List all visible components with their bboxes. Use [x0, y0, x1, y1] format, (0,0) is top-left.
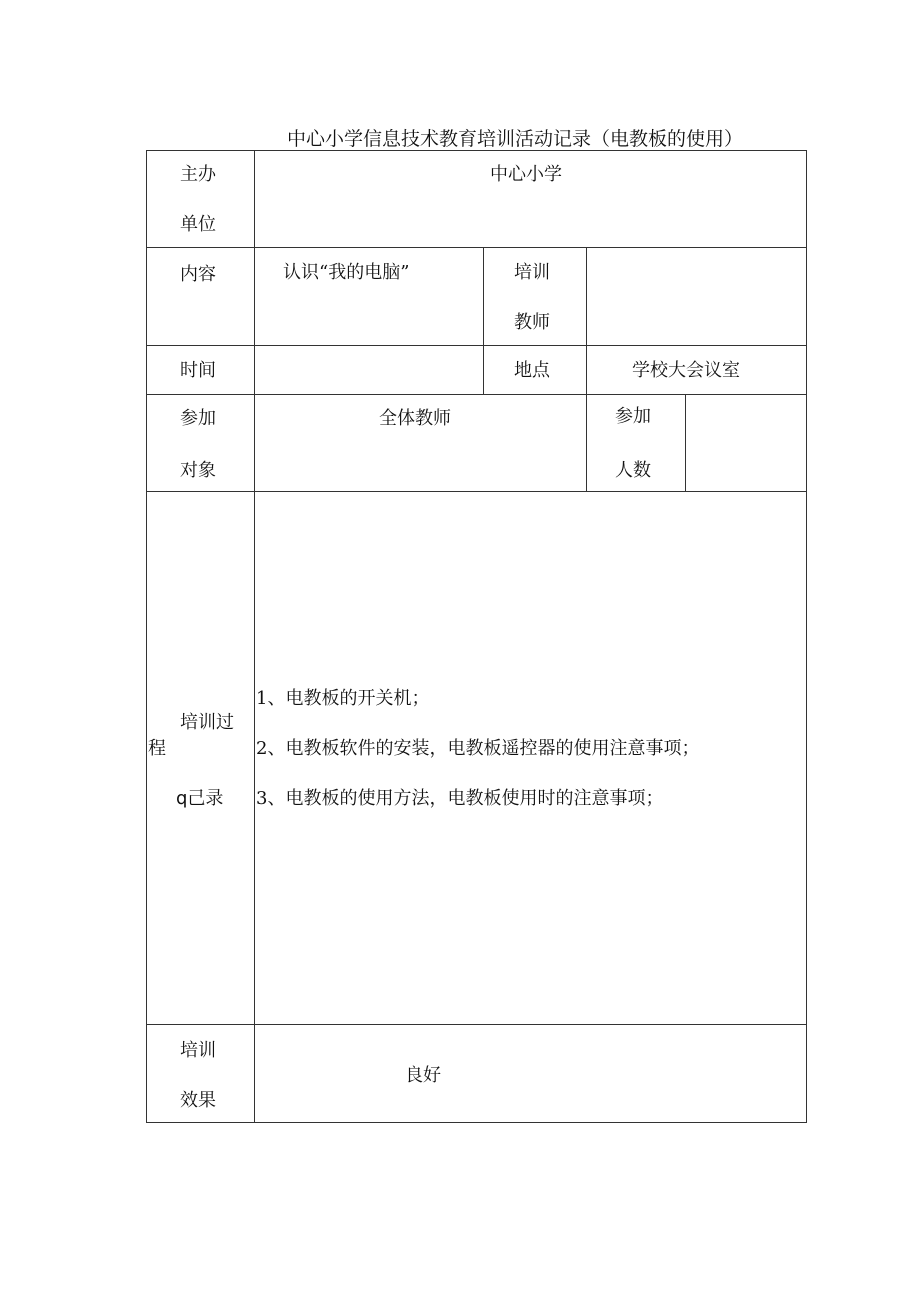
- column-divider: [483, 247, 484, 395]
- column-divider: [685, 394, 686, 492]
- trainer-label-line1: 培训: [514, 262, 550, 283]
- location-label: 地点: [514, 360, 550, 381]
- participants-value: 全体教师: [379, 408, 451, 429]
- process-label-line2: 程: [148, 738, 166, 759]
- trainer-label-line2: 教师: [514, 312, 550, 333]
- participants-label-line2: 对象: [180, 460, 216, 481]
- document-title: 中心小学信息技术教育培训活动记录（电教板的使用）: [287, 128, 744, 150]
- row-divider: [146, 247, 806, 248]
- table-border-bottom: [146, 1122, 806, 1123]
- process-item: 3、电教板的使用方法，电教板使用时的注意事项；: [256, 788, 664, 809]
- effect-label-line1: 培训: [180, 1040, 216, 1061]
- row-divider: [146, 394, 806, 395]
- process-item: 2、电教板软件的安装，电教板遥控器的使用注意事项；: [256, 738, 700, 759]
- process-label-line1: 培训过: [180, 712, 234, 733]
- column-divider: [586, 247, 587, 395]
- effect-label-line2: 效果: [180, 1090, 216, 1111]
- row-divider: [146, 345, 806, 346]
- effect-value: 良好: [405, 1065, 441, 1086]
- row-divider: [146, 491, 806, 492]
- organizer-label-line1: 主办: [180, 164, 216, 185]
- process-label-line3: q己录: [176, 788, 224, 809]
- row-divider: [146, 1024, 806, 1025]
- location-value: 学校大会议室: [632, 360, 740, 381]
- participants-label-line1: 参加: [180, 408, 216, 429]
- organizer-value: 中心小学: [490, 164, 562, 185]
- content-value: 认识“我的电脑”: [283, 262, 410, 283]
- table-border-right: [806, 150, 807, 1123]
- label-column-divider: [254, 150, 255, 1123]
- table-border-left: [146, 150, 147, 1123]
- time-label: 时间: [180, 360, 216, 381]
- process-item: 1、电教板的开关机；: [256, 688, 430, 709]
- participant-count-label-line1: 参加: [615, 406, 651, 427]
- table-border-top: [146, 150, 806, 151]
- column-divider: [586, 394, 587, 492]
- participant-count-label-line2: 人数: [615, 460, 651, 481]
- organizer-label-line2: 单位: [180, 214, 216, 235]
- content-label: 内容: [180, 264, 216, 285]
